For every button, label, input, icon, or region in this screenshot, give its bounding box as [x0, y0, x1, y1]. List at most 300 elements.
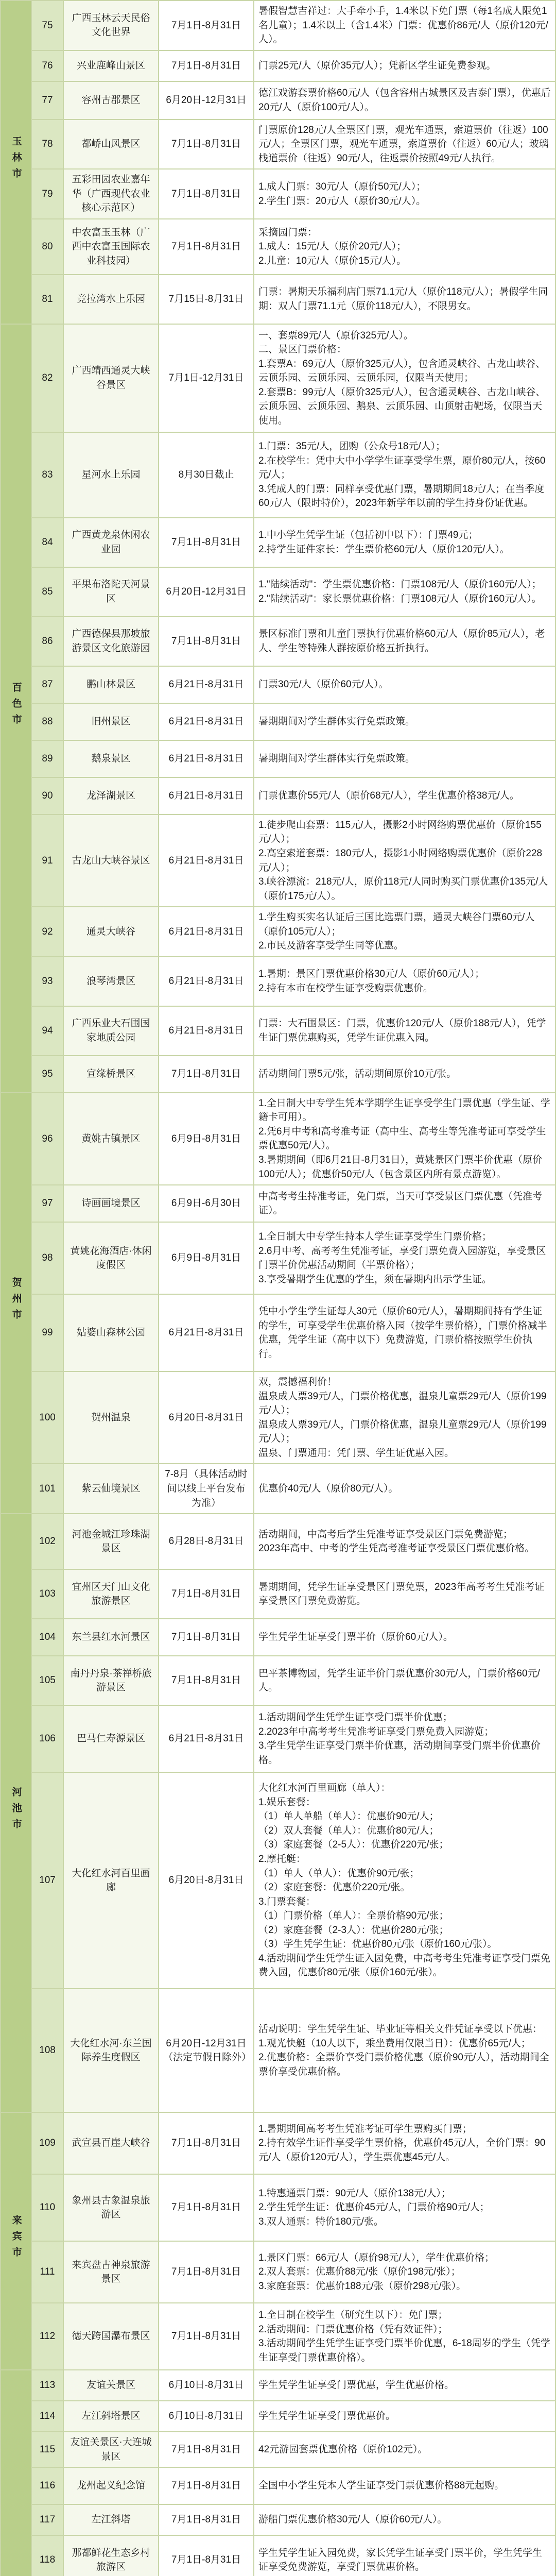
scenic-name: 大化红水河百里画廊	[63, 1772, 159, 1989]
promo-period: 6月21日-8月31日	[159, 957, 254, 1006]
table-row	[1, 957, 555, 1006]
scenic-name: 星河水上乐园	[63, 432, 159, 518]
description-line: 2.持学生证件家长：学生票价格60元/人（原价120元/人）。	[258, 544, 510, 555]
city-cell	[1, 2112, 31, 2370]
promo-description	[254, 1772, 555, 1989]
promo-description	[254, 1656, 555, 1705]
scenic-name: 龙泽湖景区	[63, 777, 159, 815]
promo-description	[254, 1371, 555, 1464]
description-line: 暑期期间，凭学生证享受景区门票免票，2023年高考考生凭准考证享受景区门票免费游览。	[258, 1581, 545, 1607]
description-line: 1.徒步爬山套票：115元/人，摄影2小时网络购票优惠价（原价155元/人）；	[258, 819, 542, 845]
description-line: 1.活动期间学生凭学生证享受门票半价优惠；	[258, 1711, 453, 1723]
promo-description	[254, 1185, 555, 1222]
city-label: 河池市	[10, 1787, 22, 1835]
promo-period: 7月1日-8月31日	[159, 1, 254, 50]
promo-period: 7月1日-8月31日	[159, 1619, 254, 1656]
scenic-name: 容州古郡景区	[63, 81, 159, 120]
table-row	[1, 907, 555, 957]
promo-description	[254, 169, 555, 219]
row-number: 118	[31, 2535, 63, 2576]
promo-period: 7月1日-8月31日	[159, 2303, 254, 2370]
scenic-name: 鹅泉景区	[63, 740, 159, 777]
description-line: 2."陆续活动"：家长票优惠价格：门票108元/人（原价160元/人）。	[258, 593, 542, 604]
row-number: 98	[31, 1222, 63, 1294]
scenic-name: 广西玉林云天民俗文化世界	[63, 1, 159, 50]
row-number: 84	[31, 518, 63, 567]
description-line: 1.成人门票：30元/人（原价50元/人）；	[258, 181, 426, 193]
table-row	[1, 666, 555, 703]
scenic-name: 姑婆山森林公园	[63, 1294, 159, 1371]
description-line: 暑假智慧吉祥过：大手牵小手，1.4米以下免门票（每1名成人限免1名儿童）；1.4米以上（含1.4米）门票：优惠价86元/人（原价120元/人）。	[258, 6, 548, 45]
row-number: 87	[31, 666, 63, 703]
description-line: 暑期期间对学生群体实行免票政策。	[258, 753, 415, 765]
description-line: 全国中小学生凭本人学生证享受门票优惠价格88元起购。	[258, 2480, 505, 2492]
description-line: （1）单人（单人）：优惠价90元/张；	[258, 1868, 420, 1879]
description-line: 一、套票89元/人（原价325元/人）。	[258, 330, 413, 341]
scenic-name: 河池金城江珍珠湖景区	[63, 1514, 159, 1569]
promo-description	[254, 957, 555, 1006]
row-number: 102	[31, 1514, 63, 1569]
city-label: 贺州市	[10, 1277, 22, 1325]
promo-period: 6月9日-8月31日	[159, 1093, 254, 1185]
table-row	[1, 1056, 555, 1093]
city-label: 来宾市	[10, 2215, 22, 2263]
promo-description	[254, 120, 555, 170]
description-line: 门票：暑期天乐福利店门票71.1元/人（原价118元/人）；暑假学生同期：双人门票71.1元（原价118元/人），不限男女。	[258, 286, 548, 312]
promo-description	[254, 275, 555, 324]
table-row	[1, 2303, 555, 2370]
description-line: 双，震撼福利价！	[258, 1377, 337, 1388]
description-line: 3.家庭套票：优惠价188元/张（原价298元/张）。	[258, 2280, 466, 2292]
promo-period: 7月1日-8月31日	[159, 2432, 254, 2467]
description-line: 2.学生凭学生证：优惠价45元/人，门票价格90元/人；	[258, 2202, 490, 2213]
description-line: 2.6月中考、高考考生凭准考证，享受门票免费入园游览，享受景区门票半价优惠活动期间（半票价格）；	[258, 1245, 546, 1271]
promo-period: 6月9日-6月30日	[159, 1185, 254, 1222]
row-number: 75	[31, 1, 63, 50]
description-line: 暑期期间对学生群体实行免票政策。	[258, 716, 415, 727]
description-line: 优惠价40元/人（原价80元/人）。	[258, 1483, 398, 1494]
description-line: 门票：大石围景区：门票，优惠价120元/人（原价188元/人），凭学生证门票优惠购买，凭学生证优惠入园。	[258, 1018, 546, 1043]
row-number: 92	[31, 907, 63, 957]
table-row	[1, 1989, 555, 2112]
promo-description	[254, 1294, 555, 1371]
description-line: 1.全日制大中专学生持本人学生证享受学生门票价格；	[258, 1231, 492, 1243]
description-line: （1）门票价格（单人）：全票价格90元/张；	[258, 1910, 449, 1922]
description-line: 3.峡谷漂流：218元/人，原价118元/人同时购买门票优惠价135元/人（原价175元/人）。	[258, 876, 548, 902]
table-row	[1, 2370, 555, 2401]
row-number: 78	[31, 120, 63, 170]
promo-description	[254, 2303, 555, 2370]
row-number: 95	[31, 1056, 63, 1093]
description-line: 3.享受暑期学生优惠的学生，须在暑期内出示学生证。	[258, 1274, 492, 1285]
scenic-name: 广西黄龙泉休闲农业园	[63, 518, 159, 567]
promo-description	[254, 1619, 555, 1656]
description-line: 1.暑期期间高考考生凭准考证可学生票购买门票；	[258, 2123, 472, 2134]
promo-period: 7月1日-8月31日	[159, 2112, 254, 2174]
description-line: 1.全日制在校学生（研究生以下）：免门票；	[258, 2309, 448, 2320]
row-number: 103	[31, 1569, 63, 1619]
description-line: 2.摩托艇：	[258, 1853, 306, 1865]
description-line: 1.观光快艇（10人以下，乘坐费用仅限当日）：优惠价65元/人；	[258, 2038, 531, 2049]
description-line: 2.凭6月中考和高考准考证（高中生、高考生等凭准考证可享受学生票优惠50元/人）。	[258, 1126, 546, 1151]
description-line: 巴平茶博物园，凭学生证半价门票优惠价30元/人，门票价格60元/人。	[258, 1668, 540, 1693]
scenic-name: 平果布洛陀天河景区	[63, 567, 159, 617]
promo-description	[254, 1056, 555, 1093]
row-number: 94	[31, 1006, 63, 1056]
row-number: 112	[31, 2303, 63, 2370]
row-number: 111	[31, 2241, 63, 2303]
promo-description	[254, 432, 555, 518]
row-number: 101	[31, 1464, 63, 1514]
description-line: 2.学生门票：20元/人（原价30元/人）。	[258, 195, 426, 207]
promo-period: 6月20日-8月31日	[159, 1772, 254, 1989]
promo-description	[254, 1, 555, 50]
description-line: 温泉成人票39元/人，门票价格优惠，温泉儿童票29元/人（原价199元/人）；	[258, 1419, 547, 1445]
table-row	[1, 1185, 555, 1222]
description-line: 学生凭学生证享受门票优惠，学生优惠价格。	[258, 2380, 455, 2391]
table-body	[1, 1, 555, 2576]
table-row	[1, 2112, 555, 2174]
description-line: 学生凭学生证享受门票半价（原价60元/人）。	[258, 1632, 453, 1643]
description-line: 1.成人：15元/人（原价20元/人）；	[258, 241, 407, 252]
row-number: 114	[31, 2401, 63, 2432]
table-row	[1, 2467, 555, 2504]
promo-period: 7月1日-8月31日	[159, 2504, 254, 2535]
scenic-name: 来宾盘古神泉旅游景区	[63, 2241, 159, 2303]
table-row	[1, 567, 555, 617]
promo-period: 7月1日-8月31日	[159, 518, 254, 567]
promo-description	[254, 2535, 555, 2576]
promo-description	[254, 703, 555, 740]
promo-period: 6月20日-12月31日	[159, 81, 254, 120]
scenic-name: 宣缘桥景区	[63, 1056, 159, 1093]
scenic-name: 龙州起义纪念馆	[63, 2467, 159, 2504]
scenic-name: 鹏山林景区	[63, 666, 159, 703]
promo-period: 7月1日-8月31日	[159, 2467, 254, 2504]
row-number: 107	[31, 1772, 63, 1989]
promo-period: 6月21日-8月31日	[159, 1705, 254, 1772]
table-row	[1, 815, 555, 907]
description-line: 2023年高中、中考的学生凭高考准考证享受景区门票优惠价格。	[258, 1543, 535, 1554]
scenic-name: 中农富玉玉林（广西中农富玉国际农业科技园）	[63, 219, 159, 275]
promo-period: 7月1日-8月31日	[159, 2241, 254, 2303]
promo-period: 6月21日-8月31日	[159, 777, 254, 815]
description-line: （2）家庭套餐：优惠价220元/张。	[258, 1882, 410, 1893]
promo-description	[254, 740, 555, 777]
scenic-name: 旧州景区	[63, 703, 159, 740]
description-line: 门票30元/人（原价60元/人）。	[258, 679, 389, 690]
row-number: 97	[31, 1185, 63, 1222]
row-number: 80	[31, 219, 63, 275]
description-line: 采摘园门票：	[258, 227, 318, 238]
description-line: 2.活动期间：门票优惠价格（凭有效证件）；	[258, 2324, 448, 2335]
row-number: 109	[31, 2112, 63, 2174]
row-number: 85	[31, 567, 63, 617]
city-cell	[1, 1514, 31, 2112]
description-line: （2）双人套餐（单人）：优惠价80元/人；	[258, 1825, 439, 1836]
promo-period: 7月1日-8月31日	[159, 1569, 254, 1619]
promo-period: 7月15日-8月31日	[159, 275, 254, 324]
scenic-name: 宜州区天门山文化旅游景区	[63, 1569, 159, 1619]
table-row	[1, 740, 555, 777]
description-line: （1）单人单船（单人）：优惠价90元/人；	[258, 1811, 439, 1822]
promo-period: 7-8月（具体活动时间以线上平台发布为准）	[159, 1464, 254, 1514]
scenic-name: 广西乐业大石围国家地质公园	[63, 1006, 159, 1056]
scenic-name: 贺州温泉	[63, 1371, 159, 1464]
description-line: 1.特惠通票门票：90元/人（原价138元/人）；	[258, 2188, 451, 2199]
description-line: 3.门票套餐：	[258, 1896, 316, 1907]
scenic-name: 友谊关景区·大连城景区	[63, 2432, 159, 2467]
table-row	[1, 1093, 555, 1185]
promo-description	[254, 518, 555, 567]
description-line: 大化红水河百里画廊（单人）：	[258, 1783, 391, 1794]
description-line: 活动期间门票5元/张，活动期间原价10元/张。	[258, 1069, 457, 1080]
promo-description	[254, 1093, 555, 1185]
description-line: 3.凭成人的门票：同样享受优惠门票，暑期期间18元/人；在当季度60元/人（限时特价），2023年新学年以前的学生持身份证优惠。	[258, 483, 545, 509]
scenic-name: 黄姚古镇景区	[63, 1093, 159, 1185]
row-number: 106	[31, 1705, 63, 1772]
promo-description	[254, 2504, 555, 2535]
row-number: 79	[31, 169, 63, 219]
scenic-name: 大化红水河·东兰国际养生度假区	[63, 1989, 159, 2112]
promo-period: 7月1日-8月31日	[159, 2174, 254, 2241]
scenic-name: 那都鲜花生态乡村旅游区	[63, 2535, 159, 2576]
promo-description	[254, 666, 555, 703]
promo-period: 7月1日-12月31日	[159, 324, 254, 432]
description-line: 2.高空索道套票：180元/人，摄影1小时网络购票优惠价（原价228元/人）；	[258, 848, 543, 873]
scenic-name: 象州县古象温泉旅游区	[63, 2174, 159, 2241]
table-row	[1, 777, 555, 815]
description-line: 2.持有本市在校学生证享受购票优惠价。	[258, 982, 433, 994]
table-row	[1, 275, 555, 324]
description-line: 德江戏游套票价格60元/人（包含容州古城景区及吉泰门票），优惠后20元/人（原价100元/人）。	[258, 88, 551, 113]
scenic-name: 左江斜塔景区	[63, 2401, 159, 2432]
scenic-name: 诗画画境景区	[63, 1185, 159, 1222]
table-row	[1, 1371, 555, 1464]
scenic-name: 浪琴湾景区	[63, 957, 159, 1006]
promo-description	[254, 2370, 555, 2401]
table-row	[1, 169, 555, 219]
description-line: 游船门票优惠价格30元/人（原价60元/人）。	[258, 2514, 447, 2526]
row-number: 115	[31, 2432, 63, 2467]
promo-period: 6月28日-8月31日	[159, 1514, 254, 1569]
table-row	[1, 1294, 555, 1371]
description-line: 2.2023年中高考考生凭准考证享受门票免费入园游览；	[258, 1726, 494, 1737]
scenic-name: 黄姚花海酒店·休闲度假区	[63, 1222, 159, 1294]
table-row	[1, 1569, 555, 1619]
description-line: 3.暑期期间（即6月21日-8月31日），黄姚景区门票半价优惠（原价100元/人）；优惠价50元/人（包含景区内所有景点游览）。	[258, 1155, 543, 1180]
description-line: 二、景区门票价格：	[258, 344, 347, 355]
promo-period: 7月1日-8月31日	[159, 1056, 254, 1093]
description-line: 1.套票A：69元/人（原价325元/人），包含通灵峡谷、古龙山峡谷、云顶乐园、云顶乐园、云顶乐园，仅限当天使用；	[258, 358, 546, 384]
table-row	[1, 518, 555, 567]
table-row	[1, 1705, 555, 1772]
description-line: 1."陆续活动"：学生票优惠价格：门票108元/人（原价160元/人）；	[258, 579, 542, 590]
table-row	[1, 2504, 555, 2535]
promo-description	[254, 617, 555, 666]
description-line: 1.门票：35元/人，团购（公众号18元/人）；	[258, 441, 446, 452]
scenic-name: 五彩田园农业嘉年华（广西现代农业核心示范区）	[63, 169, 159, 219]
table-row	[1, 81, 555, 120]
table-row	[1, 1619, 555, 1656]
scenic-name: 德天跨国瀑布景区	[63, 2303, 159, 2370]
table-row	[1, 1006, 555, 1056]
scenic-name: 通灵大峡谷	[63, 907, 159, 957]
table-row	[1, 432, 555, 518]
promo-description	[254, 81, 555, 120]
description-line: 门票25元/人（原价35元/人）；凭新区学生证免费参观。	[258, 60, 496, 71]
table-row	[1, 703, 555, 740]
promo-description	[254, 50, 555, 81]
promo-period: 6月20日-12月31日	[159, 567, 254, 617]
row-number: 86	[31, 617, 63, 666]
table-row	[1, 219, 555, 275]
table-row	[1, 2241, 555, 2303]
promo-description	[254, 2467, 555, 2504]
promo-period: 6月20日-8月31日	[159, 1371, 254, 1464]
scenic-name: 广西德保县那坡旅游景区文化旅游园	[63, 617, 159, 666]
description-line: 1.全日制大中专学生凭本学期学生证享受学生门票优惠（学生证、学籍卡可用）。	[258, 1097, 550, 1123]
scenic-name: 巴马仁寿源景区	[63, 1705, 159, 1772]
promo-description	[254, 2174, 555, 2241]
table-row	[1, 2535, 555, 2576]
scenic-name: 紫云仙境景区	[63, 1464, 159, 1514]
promo-description	[254, 1464, 555, 1514]
promo-description	[254, 907, 555, 957]
promo-description	[254, 219, 555, 275]
table-row	[1, 2174, 555, 2241]
description-line: 2.儿童：10元/人（原价15元/人）。	[258, 255, 407, 266]
promo-description	[254, 2401, 555, 2432]
row-number: 105	[31, 1656, 63, 1705]
row-number: 99	[31, 1294, 63, 1371]
scenic-name: 兴业鹿峰山景区	[63, 50, 159, 81]
promo-period: 6月21日-8月31日	[159, 815, 254, 907]
description-line: 中高考考生持准考证，免门票，当天可享受景区门票优惠（凭准考证）。	[258, 1191, 543, 1216]
table-row	[1, 2432, 555, 2467]
row-number: 116	[31, 2467, 63, 2504]
promo-period: 7月1日-8月31日	[159, 169, 254, 219]
promo-period: 6月21日-8月31日	[159, 907, 254, 957]
description-line: 凭中小学生学生证每人30元（原价60元/人），暑期期间持有学生证的学生，可享受学生优惠价格入园（按学生票价格），门票价格减半优惠，凭学生证（高中以下）免费游览，门票价格按照学生价执行。	[258, 1306, 547, 1360]
city-cell	[1, 2370, 31, 2576]
row-number: 76	[31, 50, 63, 81]
promo-period: 7月1日-8月31日	[159, 2535, 254, 2576]
scenic-name: 广西靖西通灵大峡谷景区	[63, 324, 159, 432]
description-line: 2.持有效学生证件享受学生票价格，优惠价45元/人，全价门票：90元/人（原价120元/人），学生票优惠45元/人。	[258, 2138, 546, 2163]
description-line: 景区标准门票和儿童门票执行优惠价格60元/人（原价85元/人），老人、学生等特殊人群按原价格五折执行。	[258, 629, 545, 654]
promo-description	[254, 777, 555, 815]
description-line: 活动说明：学生凭学生证、毕业证等相关文件凭证享受以下优惠：	[258, 2023, 543, 2035]
city-cell	[1, 324, 31, 1093]
description-line: 学生凭学生证享受门票优惠价。	[258, 2411, 396, 2422]
scenic-name: 武宣县百崖大峡谷	[63, 2112, 159, 2174]
promo-period: 6月21日-8月31日	[159, 1294, 254, 1371]
row-number: 90	[31, 777, 63, 815]
city-label: 百色市	[10, 682, 22, 731]
row-number: 110	[31, 2174, 63, 2241]
promo-description	[254, 2432, 555, 2467]
description-line: 2.市民及游客享受学生同等优惠。	[258, 940, 404, 952]
scenic-name: 左江斜塔	[63, 2504, 159, 2535]
promo-period: 7月1日-8月31日	[159, 219, 254, 275]
promo-period: 7月1日-8月31日	[159, 120, 254, 170]
row-number: 93	[31, 957, 63, 1006]
promo-period: 6月21日-8月31日	[159, 740, 254, 777]
table-row	[1, 1, 555, 50]
table-row	[1, 324, 555, 432]
description-line: 温泉成人票39元/人，门票价格优惠，温泉儿童票29元/人（原价199元/人）；	[258, 1391, 547, 1416]
table-row	[1, 1656, 555, 1705]
row-number: 96	[31, 1093, 63, 1185]
description-line: 门票原价128元/人全票区门票，观光车通票，索道票价（往返）100元/人；全票区门票，观光车通票，索道票价（往返）60元/人；玻璃栈道票价（往返）90元/人，往返票价按照49元/人执行。	[258, 124, 549, 164]
description-line: （3）家庭套餐（2-5人）：优惠价220元/张；	[258, 1839, 449, 1851]
promo-period: 6月10日-8月31日	[159, 2401, 254, 2432]
city-label: 玉林市	[10, 136, 22, 184]
promo-period: 6月21日-8月31日	[159, 666, 254, 703]
table-row	[1, 1464, 555, 1514]
promo-description	[254, 1514, 555, 1569]
city-cell	[1, 1, 31, 324]
row-number: 88	[31, 703, 63, 740]
promo-description	[254, 2112, 555, 2174]
description-line: 3.活动期间学生凭学生证享受门票半价优惠，6-18周岁的学生（凭学生证享受门票优惠价格）。	[258, 2338, 550, 2363]
promo-period: 6月21日-8月31日	[159, 1006, 254, 1056]
row-number: 117	[31, 2504, 63, 2535]
promo-description	[254, 1222, 555, 1294]
description-line: （3）学生凭学生证：优惠价80元/张（原价160元/张）。	[258, 1939, 497, 1950]
description-line: 1.娱乐套餐：	[258, 1797, 316, 1808]
description-line: 活动期间，中高考后学生凭准考证享受景区门票免费游览；	[258, 1529, 513, 1540]
scenic-name: 都峤山风景区	[63, 120, 159, 170]
promo-description	[254, 1569, 555, 1619]
promo-description	[254, 324, 555, 432]
table-row	[1, 617, 555, 666]
row-number: 89	[31, 740, 63, 777]
row-number: 81	[31, 275, 63, 324]
table-row	[1, 2401, 555, 2432]
table-row	[1, 50, 555, 81]
description-line: 4.活动期间学生凭学生证入园免费，中高考考生凭准考证享受门票免费入园，优惠价80元/张（原价160元/张）。	[258, 1953, 550, 1978]
scenic-name: 东兰县红水河景区	[63, 1619, 159, 1656]
description-line: （2）家庭套餐（2-3人）：优惠价280元/张；	[258, 1924, 449, 1936]
table-row	[1, 1772, 555, 1989]
description-line: 2.套票B：99元/人（原价325元/人），包含通灵峡谷、古龙山峡谷、云顶乐园、云顶乐园、鹅泉、云顶乐园、山顶射击靶场，仅限当天使用。	[258, 386, 546, 426]
description-line: 3.学生凭学生证享受门票半价优惠，活动期间享受门票半价优惠价格。	[258, 1740, 541, 1766]
scenic-name: 古龙山大峡谷景区	[63, 815, 159, 907]
table-row	[1, 1514, 555, 1569]
description-line: 1.景区门票：66元/人（原价98元/人），学生优惠价格；	[258, 2252, 495, 2263]
description-line: 温泉、门票通用：凭门票、学生证优惠入园。	[258, 1447, 455, 1459]
scenic-name: 南丹丹泉·茶禅桥旅游景区	[63, 1656, 159, 1705]
description-line: 学生凭学生证入园免费，家长凭学生证享受门票半价，学生凭学生证享受免费游览，享受门票优惠价格。	[258, 2547, 543, 2573]
row-number: 82	[31, 324, 63, 432]
description-line: 门票优惠价55元/人（原价68元/人），学生优惠价格38元/人。	[258, 790, 519, 802]
description-line: 1.学生购买实名认证后三国比选票门票，通灵大峡谷门票60元/人（原价105元/人）；	[258, 912, 535, 937]
description-line: 1.暑期：景区门票优惠价格30元/人（原价60元/人）；	[258, 969, 485, 980]
promo-description	[254, 567, 555, 617]
description-line: 2.优惠价格：全票价享受门票价格优惠（原价90元/人），活动期间全票价享受优惠价格。	[258, 2052, 549, 2077]
promo-description	[254, 1989, 555, 2112]
promo-period: 6月20日-12月31日（法定节假日除外）	[159, 1989, 254, 2112]
promo-period: 7月1日-8月31日	[159, 617, 254, 666]
row-number: 83	[31, 432, 63, 518]
row-number: 104	[31, 1619, 63, 1656]
description-line: 42元游园套票优惠价格（原价102元）。	[258, 2444, 428, 2455]
description-line: 2.双人套票：优惠价88元/张（原价198元/张）；	[258, 2266, 461, 2278]
promo-description	[254, 815, 555, 907]
promo-period: 6月21日-8月31日	[159, 703, 254, 740]
